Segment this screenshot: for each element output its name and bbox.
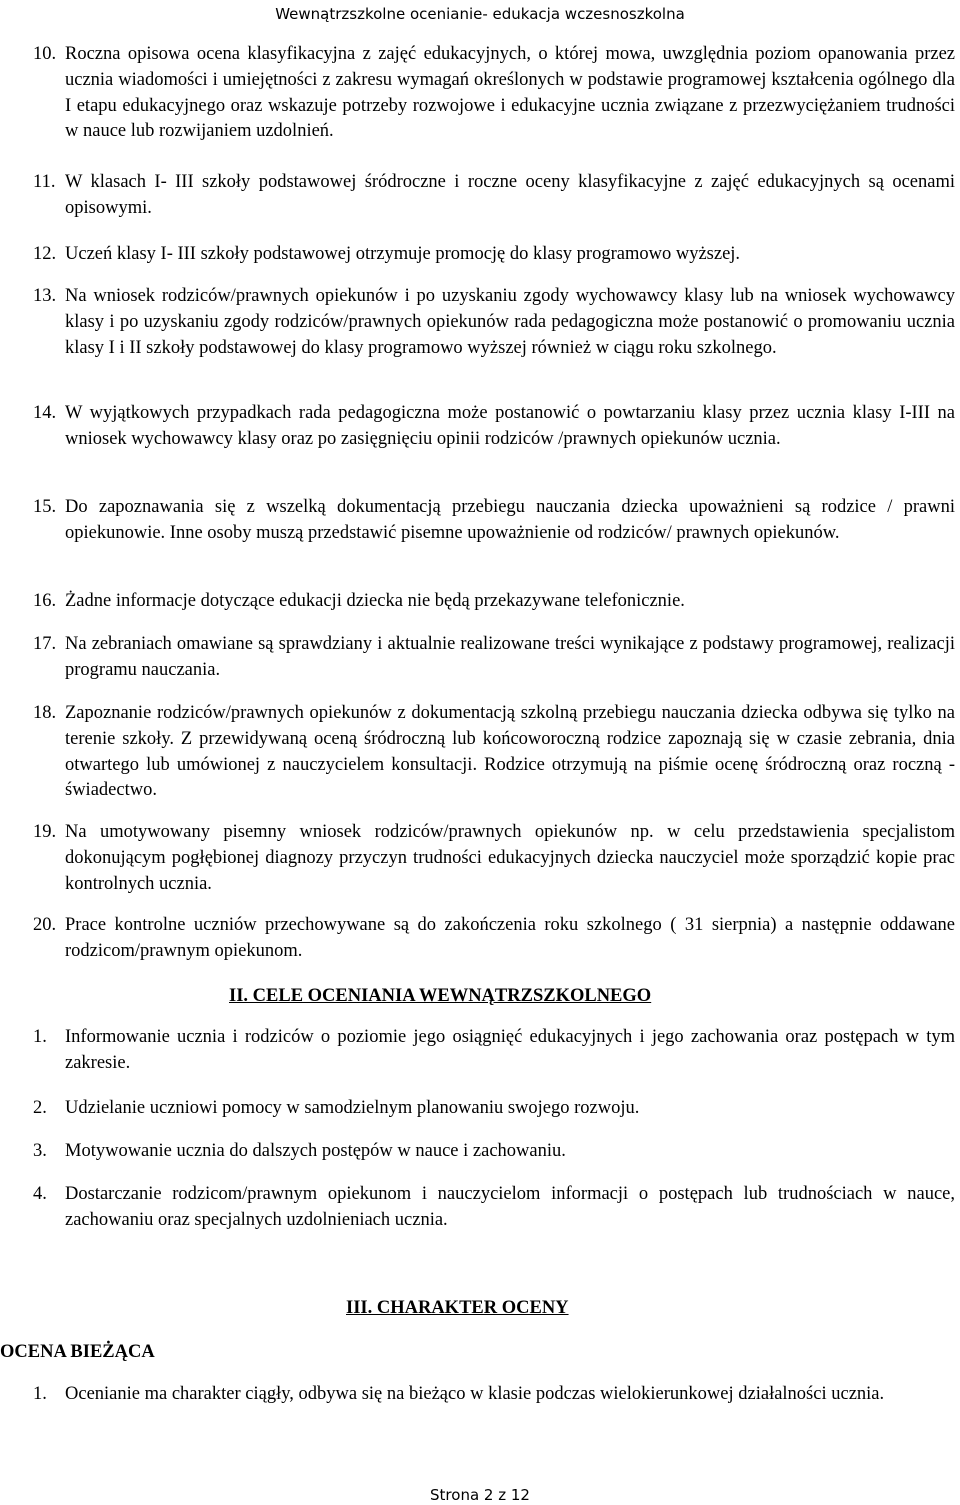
- item-text: Żadne informacje dotyczące edukacji dziecka nie będą przekazywane telefonicznie.: [65, 591, 685, 611]
- item-text: Dostarczanie rodzicom/prawnym opiekunom i nauczycielom informacji o postępach lub trudnościach w nauce, zachowaniu oraz specjalnych uzdolnieniach ucznia.: [65, 1184, 955, 1230]
- item-text: Roczna opisowa ocena klasyfikacyjna z zajęć edukacyjnych, o której mowa, uwzględnia poziom opanowania przez ucznia wiadomości i umiejętności z zakresu wymagań określonych w podstawie programowej kształcenia ogólnego dla I etapu edukacyjnego oraz wskazuje potrzeby rozwojowe i edukacyjne ucznia związane z przezwyciężaniem trudności w nauce lub rozwijaniem uzdolnień.: [65, 44, 955, 142]
- item-number: 14.: [33, 403, 57, 423]
- item-number: 18.: [33, 703, 57, 723]
- list-item: [33, 170, 955, 222]
- list-item: [33, 1025, 955, 1077]
- list-item: [33, 632, 955, 684]
- list-item: [33, 42, 955, 145]
- item-text: Na zebraniach omawiane są sprawdziany i aktualnie realizowane treści wynikające z podstawy programowej, realizacji programu nauczania.: [65, 634, 955, 680]
- list-item: [33, 1139, 955, 1165]
- list-item: [33, 701, 955, 804]
- item-number: 3.: [33, 1141, 47, 1161]
- item-number: 16.: [33, 591, 57, 611]
- list-item: [33, 1096, 955, 1122]
- item-text: Prace kontrolne uczniów przechowywane są do zakończenia roku szkolnego ( 31 sierpnia) a następnie oddawane rodzicom/prawnym opiekunom.: [65, 915, 955, 961]
- item-number: 12.: [33, 244, 57, 264]
- list-item: [33, 820, 955, 897]
- item-number: 1.: [33, 1027, 47, 1047]
- item-text: Uczeń klasy I- III szkoły podstawowej otrzymuje promocję do klasy programowo wyższej.: [65, 244, 741, 264]
- item-text: W klasach I- III szkoły podstawowej śródroczne i roczne oceny klasyfikacyjne z zajęć edukacyjnych są ocenami opisowymi.: [65, 172, 955, 218]
- item-number: 15.: [33, 497, 57, 517]
- item-number: 20.: [33, 915, 57, 935]
- item-number: 19.: [33, 822, 57, 842]
- item-text: Udzielanie uczniowi pomocy w samodzielnym planowaniu swojego rozwoju.: [65, 1098, 640, 1118]
- page-number: Strona 2 z 12: [430, 1486, 530, 1504]
- subsection-heading: OCENA BIEŻĄCA: [0, 1342, 155, 1362]
- list-item: [33, 913, 955, 965]
- list-item: [33, 589, 955, 615]
- item-text: Informowanie ucznia i rodziców o poziomie jego osiągnięć edukacyjnych i jego zachowania oraz postępach w tym zakresie.: [65, 1027, 955, 1073]
- item-text: Na wniosek rodziców/prawnych opiekunów i po uzyskaniu zgody wychowawcy klasy lub na wniosek wychowawcy klasy i po uzyskaniu zgody rodziców/prawnych opiekunów rada pedagogiczna może postanowić o promowaniu ucznia klasy I i II szkoły podstawowej do klasy programowo wyższej również w ciągu roku szkolnego.: [65, 286, 955, 358]
- item-number: 2.: [33, 1098, 47, 1118]
- item-number: 1.: [33, 1384, 47, 1404]
- item-number: 17.: [33, 634, 57, 654]
- list-item: [33, 242, 955, 268]
- list-item: [33, 1182, 955, 1234]
- item-text: Na umotywowany pisemny wniosek rodziców/prawnych opiekunów np. w celu przedstawienia specjalistom dokonującym pogłębionej diagnozy przyczyn trudności edukacyjnych dziecka nauczyciel może sporządzić kopie prac kontrolnych ucznia.: [65, 822, 955, 894]
- item-number: 10.: [33, 44, 57, 64]
- item-number: 13.: [33, 286, 57, 306]
- item-number: 4.: [33, 1184, 47, 1204]
- item-text: W wyjątkowych przypadkach rada pedagogiczna może postanowić o powtarzaniu klasy przez ucznia klasy I-III na wniosek wychowawcy klasy oraz po zasięgnięciu opinii rodziców /prawnych opiekunów ucznia.: [65, 403, 955, 449]
- item-text: Ocenianie ma charakter ciągły, odbywa się na bieżąco w klasie podczas wielokierunkowej działalności ucznia.: [65, 1384, 885, 1404]
- item-text: Do zapoznawania się z wszelką dokumentacją przebiegu nauczania dziecka upoważnieni są rodzice / prawni opiekunowie. Inne osoby muszą przedstawić pisemne upoważnienie od rodziców/ prawnych opiekunów.: [65, 497, 955, 543]
- list-item: [33, 284, 955, 361]
- item-text: Zapoznanie rodziców/prawnych opiekunów z dokumentacją szkolną przebiegu nauczania dziecka odbywa się tylko na terenie szkoły. Z przewidywaną oceną śródroczną lub końcoworoczną rodzice zapoznają się w czasie zebrania, dnia otwartego lub umówionej z nauczycielem konsultacji. Rodzice otrzymują na piśmie ocenę śródroczną oraz roczną - świadectwo.: [65, 703, 955, 801]
- item-text: Motywowanie ucznia do dalszych postępów w nauce i zachowaniu.: [65, 1141, 566, 1161]
- list-item: [33, 495, 955, 547]
- list-item: [33, 1382, 955, 1408]
- list-item: [33, 401, 955, 453]
- section-heading: III. CHARAKTER OCENY: [346, 1298, 569, 1318]
- page-header-title: Wewnątrzszkolne ocenianie- edukacja wczesnoszkolna: [275, 5, 685, 23]
- item-number: 11.: [33, 172, 56, 192]
- section-heading: II. CELE OCENIANIA WEWNĄTRZSZKOLNEGO: [229, 986, 652, 1006]
